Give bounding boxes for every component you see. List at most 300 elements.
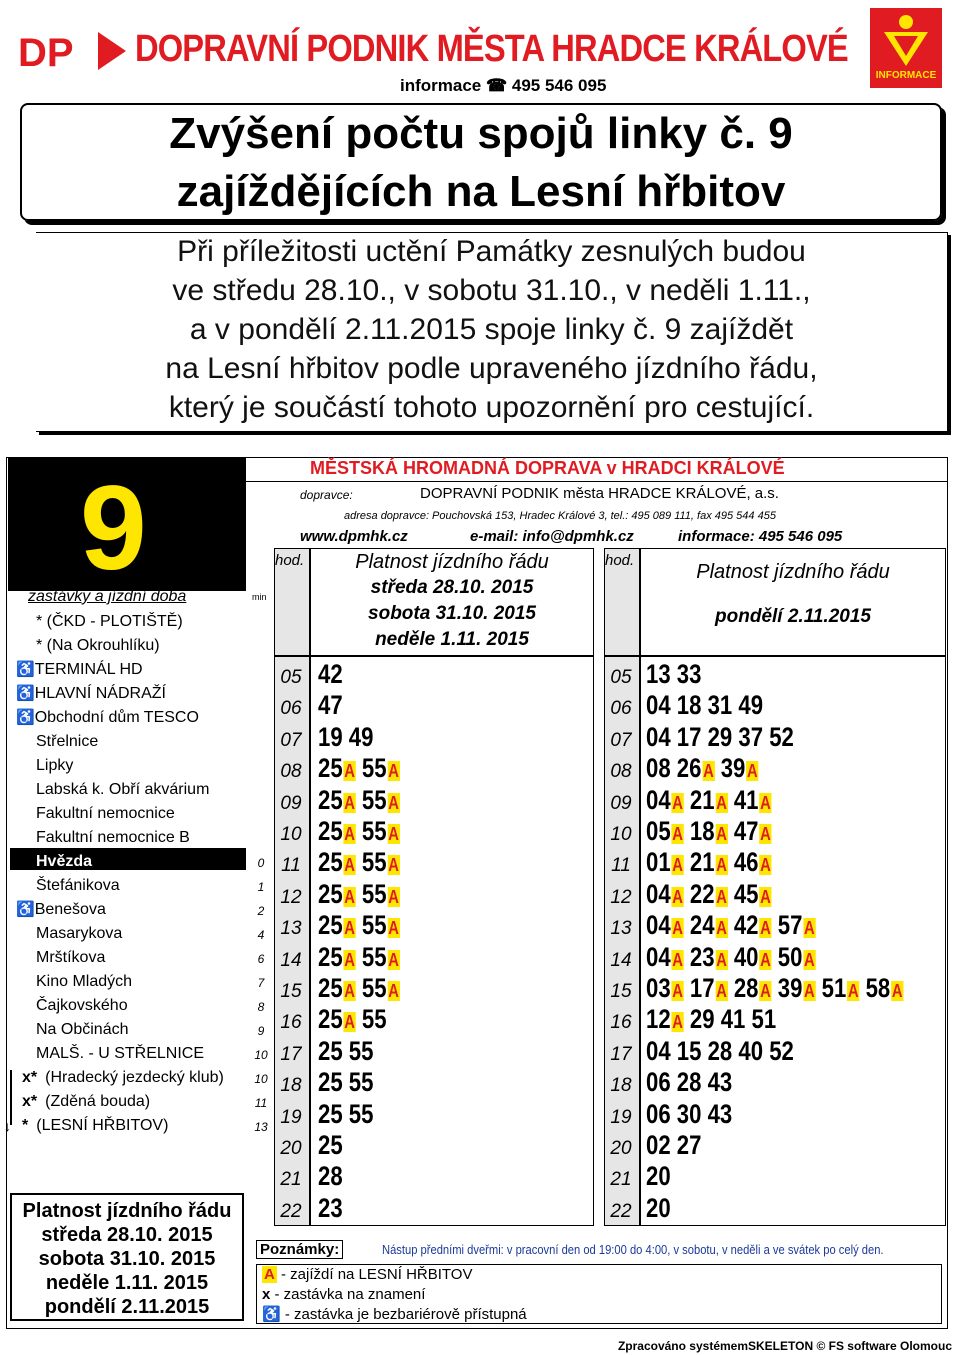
departure-times (646, 1131, 701, 1159)
departure-minute: 20 (646, 1192, 671, 1223)
departure-times (646, 943, 816, 974)
departure-times-display (646, 879, 772, 909)
departure-minute: 06 (646, 1098, 671, 1129)
departure-minute: 25 (318, 1130, 343, 1160)
hour-label: 09 (280, 792, 302, 814)
hour-label: 12 (280, 886, 302, 908)
stop-row (36, 948, 105, 968)
validity-date-4: pondělí 2.11.2015 (44, 1296, 210, 1318)
stop-name: HLAVNÍ NÁDRAŽÍ (34, 685, 166, 702)
hour-label: 20 (280, 1138, 302, 1159)
stop-row (22, 1068, 224, 1088)
stop-name: Lipky (36, 757, 74, 774)
departure-minute: 21 (689, 784, 715, 815)
departure-minute: 42 (318, 659, 343, 689)
notice-line-1: Při příležitosti uctění Památky zesnulých budou (177, 235, 806, 268)
departure-minute: 41 (720, 1004, 746, 1035)
stop-mark: x* (22, 1093, 38, 1110)
departure-times (646, 1100, 732, 1128)
departure-times-display (646, 1161, 671, 1191)
hour-label: 21 (280, 1169, 302, 1191)
departure-minute: 04 (646, 721, 671, 752)
stop-name: * (Na Okrouhlíku) (36, 637, 160, 654)
departure-minute: 42 (733, 910, 759, 941)
departure-minute: 08 (646, 753, 671, 784)
departure-minute: 49 (348, 721, 374, 752)
stop-minutes: 1 (257, 880, 265, 894)
departure-times (646, 691, 763, 719)
departure-minute: 23 (318, 1192, 343, 1223)
departure-times (318, 817, 400, 848)
departure-times-display (646, 1130, 701, 1160)
departure-minute: 25 (318, 816, 343, 846)
footer: Zpracováno systémemSKELETON © FS software Olomouc (617, 1339, 952, 1353)
departure-minute: 25 (318, 973, 343, 1003)
departure-minute: 55 (348, 1035, 374, 1066)
notice-line-5: který je součástí tohoto upozornění pro cestující. (168, 391, 815, 424)
carrier-web: www.dpmhk.cz (300, 528, 408, 545)
carrier-email: e-mail: info@dpmhk.cz (470, 528, 634, 545)
departure-minute: 33 (676, 659, 702, 689)
departure-times (318, 1100, 373, 1128)
departure-times (646, 817, 772, 848)
lesni-hrbitov-mark: A (344, 949, 355, 970)
departure-minute: 46 (733, 847, 759, 878)
direction-line (10, 1070, 12, 1125)
stop-name: Masarykova (36, 925, 123, 942)
departure-minute: 55 (361, 847, 387, 878)
note-a-mark: A (264, 1266, 275, 1283)
lesni-hrbitov-mark: A (388, 918, 399, 939)
stop-minutes: 10 (254, 1072, 268, 1086)
departure-times (318, 911, 400, 942)
departure-minute: 01 (646, 847, 671, 878)
stop-name: Fakultní nemocnice (36, 805, 175, 822)
stop-name: Kino Mladých (36, 973, 133, 990)
hour-label: 08 (280, 761, 302, 783)
departure-times-display (318, 1130, 343, 1160)
stop-row (36, 972, 132, 992)
stop-name: MALŠ. - U STŘELNICE (36, 1045, 205, 1062)
departure-times (318, 880, 400, 911)
departure-minute: 27 (676, 1130, 702, 1160)
departure-times (318, 691, 343, 719)
departure-times-display (318, 879, 400, 909)
stop-name: (Hradecký jezdecký klub) (45, 1069, 224, 1086)
departure-minute: 17 (689, 973, 715, 1003)
departure-minute: 18 (676, 690, 702, 721)
hour-label: 19 (280, 1106, 302, 1128)
departure-times (318, 1131, 343, 1159)
stop-row (36, 636, 160, 656)
lesni-hrbitov-mark: A (672, 855, 683, 876)
timetable-title: MĚSTSKÁ HROMADNÁ DOPRAVA v HRADCI KRÁLOVÉ (310, 458, 785, 478)
departure-minute: 15 (676, 1035, 702, 1066)
stop-row (36, 804, 175, 824)
departure-times (318, 786, 400, 817)
departure-times-display (646, 942, 816, 972)
departure-times-display (318, 690, 343, 720)
stop-row (16, 708, 199, 728)
departure-times (646, 723, 794, 751)
stop-name: (Zděná bouda) (45, 1093, 151, 1110)
departure-times-display (318, 1067, 373, 1097)
hour-label: 17 (610, 1043, 632, 1065)
stop-row (36, 996, 128, 1016)
note-wc (262, 1305, 527, 1323)
stop-name: Labská k. Obří akvárium (36, 781, 210, 798)
lesni-hrbitov-mark: A (388, 855, 399, 876)
departure-times-display (318, 910, 400, 940)
stop-minutes: 13 (254, 1120, 268, 1134)
title-box (20, 103, 942, 221)
stop-mark: * (22, 1117, 29, 1134)
lesni-hrbitov-mark: A (388, 949, 399, 970)
departure-minute: 55 (348, 1098, 374, 1129)
col1-validity (310, 548, 594, 656)
departure-minute: 04 (646, 1035, 671, 1066)
notes-boarding: Nástup předními dveřmi: v pracovní den od 19:00 do 4:00, v sobotu, v neděli a ve svátek po celý den. (382, 1242, 884, 1257)
hour-label: 06 (610, 698, 632, 720)
departure-times-display (646, 722, 794, 752)
departure-minute: 43 (707, 1067, 733, 1098)
stop-row (36, 780, 209, 800)
departure-times-display (646, 659, 701, 689)
stop-row (36, 1044, 204, 1064)
lesni-hrbitov-mark: A (716, 792, 727, 813)
departure-minute: 25 (318, 1098, 343, 1129)
departure-minute: 25 (318, 1004, 343, 1035)
validity-box (10, 1193, 244, 1321)
hour-label: 17 (280, 1043, 302, 1065)
lesni-hrbitov-mark: A (672, 824, 683, 844)
validity-title: Platnost jízdního řádu (22, 1200, 232, 1222)
wheelchair-icon: ♿ (16, 901, 35, 918)
note-x-mark: x (262, 1286, 271, 1303)
hour-label: 21 (610, 1169, 632, 1191)
departure-minute: 19 (318, 721, 343, 752)
lesni-hrbitov-mark: A (847, 981, 859, 1001)
departure-times (646, 911, 816, 942)
stop-name: Mrštíkova (36, 949, 106, 966)
departure-minute: 20 (646, 1161, 671, 1192)
departure-times (646, 786, 772, 817)
hour-label: 22 (610, 1200, 632, 1222)
stop-minutes: 6 (257, 952, 265, 966)
title-line-2: zajíždějících na Lesní hřbitov (176, 167, 786, 216)
info-badge-label: INFORMACE (875, 70, 937, 81)
stop-name: (LESNÍ HŘBITOV) (36, 1117, 169, 1134)
departure-times-display (646, 753, 758, 783)
stop-row (16, 684, 166, 704)
lesni-hrbitov-mark: A (672, 981, 683, 1001)
stop-name: Hvězda (36, 853, 93, 870)
lesni-hrbitov-mark: A (760, 792, 771, 813)
stop-minutes: 4 (257, 928, 265, 942)
lesni-hrbitov-mark: A (747, 761, 758, 782)
line-number: 9 (80, 461, 147, 595)
lesni-hrbitov-mark: A (344, 761, 355, 782)
departure-minute: 04 (646, 910, 671, 941)
departure-minute: 45 (733, 878, 759, 909)
col1-validity-title: Platnost jízdního řádu (355, 551, 549, 573)
lesni-hrbitov-mark: A (388, 824, 399, 844)
departure-minute: 29 (689, 1004, 715, 1035)
hour-label: 19 (610, 1106, 632, 1128)
stop-row (36, 852, 92, 872)
departure-minute: 03 (646, 973, 671, 1003)
lesni-hrbitov-mark: A (760, 949, 771, 970)
departure-minute: 25 (318, 1067, 343, 1098)
carrier-info: informace: 495 546 095 (678, 528, 843, 545)
notice-box (36, 232, 948, 432)
hour-label: 13 (280, 918, 302, 940)
notice-line-3: a v pondělí 2.11.2015 spoje linky č. 9 zajíždět (189, 313, 794, 346)
lesni-hrbitov-mark: A (804, 918, 815, 939)
hour-label: 22 (280, 1200, 302, 1222)
departure-times (318, 1068, 373, 1096)
departure-minute: 28 (733, 973, 759, 1003)
stop-name: Štefánikova (36, 877, 120, 894)
carrier-name: DOPRAVNÍ PODNIK města HRADCE KRÁLOVÉ, a.s. (420, 485, 779, 502)
stop-minutes: 10 (254, 1048, 268, 1062)
dp-logo (18, 28, 128, 74)
departure-times (318, 974, 400, 1005)
departure-times-display (318, 1099, 373, 1129)
validity-date-2: sobota 31.10. 2015 (38, 1248, 216, 1270)
departure-times (318, 1194, 343, 1222)
departure-times-display (646, 1099, 732, 1129)
departure-times-display (318, 722, 373, 752)
departure-minute: 02 (646, 1130, 671, 1160)
departure-times-display (646, 785, 772, 815)
departure-minute: 40 (738, 1035, 764, 1066)
departure-minute: 12 (646, 1004, 671, 1035)
departure-times-display (318, 1161, 343, 1191)
departure-times (646, 880, 772, 911)
stop-row (36, 876, 120, 896)
stop-minutes: 9 (257, 1024, 265, 1038)
departure-minute: 55 (361, 941, 387, 972)
departure-minute: 41 (733, 784, 759, 815)
info-phone: informace ☎ 495 546 095 (400, 76, 607, 95)
departure-minute: 29 (707, 721, 733, 752)
departure-times-display (318, 785, 400, 815)
wheelchair-icon: ♿ (16, 709, 35, 726)
validity-date-3: neděle 1.11. 2015 (45, 1272, 209, 1294)
hour-label: 11 (611, 855, 631, 877)
departure-minute: 25 (318, 1035, 343, 1066)
departure-times-display (646, 1004, 776, 1034)
departure-times (318, 754, 400, 785)
departure-minute: 04 (646, 784, 671, 815)
note-a (262, 1266, 472, 1283)
stop-minutes: 7 (257, 976, 265, 990)
col1-validity-date-2: sobota 31.10. 2015 (368, 603, 536, 624)
departure-minute: 25 (318, 878, 343, 909)
departure-minute: 55 (361, 973, 387, 1003)
stop-name: TERMINÁL HD (34, 661, 143, 678)
stop-minutes: 2 (257, 904, 265, 918)
stop-name: Na Občinách (36, 1021, 129, 1038)
departure-times-display (646, 910, 816, 940)
departure-times-display (318, 1193, 343, 1223)
hour-label: 07 (610, 729, 632, 751)
departure-times-display (318, 942, 400, 972)
departure-minute: 04 (646, 690, 671, 721)
departure-times (646, 1162, 671, 1190)
lesni-hrbitov-mark: A (344, 918, 355, 939)
lesni-hrbitov-mark: A (672, 792, 683, 813)
lesni-hrbitov-mark: A (344, 886, 355, 907)
stop-name: Benešova (34, 901, 106, 918)
lesni-hrbitov-mark: A (344, 1012, 355, 1033)
stop-row (36, 756, 73, 776)
note-x-text: - zastávka na znamení (270, 1286, 426, 1303)
note-x (262, 1286, 425, 1303)
lesni-hrbitov-mark: A (344, 855, 355, 876)
departure-minute: 49 (738, 690, 764, 721)
col1-validity-date-1: středa 28.10. 2015 (370, 577, 534, 598)
stop-name: Čajkovského (36, 997, 128, 1014)
departure-minute: 04 (646, 878, 671, 909)
lesni-hrbitov-mark: A (344, 981, 355, 1001)
departure-minute: 17 (676, 721, 702, 752)
departure-minute: 04 (646, 941, 671, 972)
departure-minute: 31 (707, 690, 733, 721)
stop-mark: x* (22, 1069, 38, 1086)
departure-times (646, 754, 758, 785)
stop-row (22, 1116, 168, 1136)
departure-minute: 30 (676, 1098, 702, 1129)
departure-times (646, 848, 772, 879)
stop-minutes: 11 (254, 1096, 268, 1110)
hour-label: 10 (610, 824, 632, 845)
info-badge (870, 8, 942, 88)
departure-minute: 43 (707, 1098, 733, 1129)
col2-validity-date: pondělí 2.11.2015 (715, 606, 871, 627)
carrier-address: adresa dopravce: Pouchovská 153, Hradec Králové 3, tel.: 495 089 111, fax 495 544 455 (344, 510, 776, 522)
departure-minute: 24 (689, 910, 715, 941)
departure-times (646, 1005, 776, 1036)
hour-label: 13 (610, 918, 632, 940)
hour-label: 16 (280, 1012, 302, 1034)
departure-times-display (318, 1036, 373, 1066)
hour-label: 05 (280, 667, 302, 688)
stops-header: zastávky a jízdní doba (28, 588, 187, 605)
col2-hod-label: hod. (605, 552, 635, 569)
note-wc-text: - zastávka je bezbariérově přístupná (280, 1306, 527, 1323)
departure-minute: 25 (318, 910, 343, 941)
hour-label: 09 (610, 792, 632, 814)
stop-row (36, 828, 190, 848)
stop-minutes: 8 (257, 1000, 265, 1014)
lesni-hrbitov-mark: A (716, 918, 727, 939)
departure-times-display (318, 659, 343, 689)
lesni-hrbitov-mark: A (760, 886, 771, 907)
title-line-1: Zvýšení počtu spojů linky č. 9 (169, 109, 793, 158)
departure-minute: 25 (318, 847, 343, 878)
departure-minute: 28 (707, 1035, 733, 1066)
departure-minute: 22 (689, 878, 715, 909)
lesni-hrbitov-mark: A (760, 981, 771, 1001)
lesni-hrbitov-mark: A (672, 949, 683, 970)
departure-minute: 55 (361, 1004, 387, 1035)
departure-minute: 55 (361, 910, 387, 941)
departure-minute: 55 (348, 1067, 374, 1098)
departure-times-display (318, 753, 400, 783)
departure-minute: 21 (689, 847, 715, 878)
departure-minute: 28 (676, 1067, 702, 1098)
wheelchair-icon: ♿ (262, 1306, 281, 1323)
departure-times-display (646, 1067, 732, 1097)
departure-minute: 23 (689, 941, 715, 972)
departure-times (318, 848, 400, 879)
stop-row (36, 924, 122, 944)
lesni-hrbitov-mark: A (672, 886, 683, 907)
departure-times (646, 1068, 732, 1096)
departure-times (646, 1037, 794, 1065)
departure-minute: 52 (769, 721, 794, 752)
departure-times-display (318, 973, 400, 1003)
departure-minute: 06 (646, 1067, 671, 1098)
carrier-label: dopravce: (300, 488, 353, 502)
lesni-hrbitov-mark: A (388, 761, 399, 782)
departure-times (318, 660, 343, 688)
departure-minute: 40 (733, 941, 759, 972)
hour-label: 16 (610, 1012, 632, 1034)
lesni-hrbitov-mark: A (891, 981, 903, 1001)
departure-minute: 57 (777, 910, 803, 941)
departure-times (318, 1005, 387, 1036)
stop-name: Obchodní dům TESCO (34, 709, 199, 726)
lesni-hrbitov-mark: A (672, 918, 683, 939)
lesni-hrbitov-mark: A (716, 981, 727, 1001)
lesni-hrbitov-mark: A (344, 824, 355, 844)
hour-label: 10 (280, 824, 302, 845)
direction-arrow-icon: ↓ (4, 1118, 11, 1134)
departure-minute: 18 (689, 816, 715, 846)
lesni-hrbitov-mark: A (716, 855, 727, 876)
departure-minute: 39 (777, 973, 803, 1003)
stop-row (16, 900, 106, 920)
lesni-hrbitov-mark: A (804, 949, 815, 970)
hour-label: 14 (610, 949, 632, 971)
hour-label: 12 (610, 886, 632, 908)
departure-times-display (318, 847, 400, 877)
note-a-text: - zajíždí na LESNÍ HŘBITOV (276, 1266, 473, 1283)
lesni-hrbitov-mark: A (804, 981, 815, 1001)
departure-times-display (646, 690, 763, 720)
departure-times (318, 723, 373, 751)
lesni-hrbitov-mark: A (344, 792, 355, 813)
hour-label: 07 (280, 729, 302, 751)
notice-line-4: na Lesní hřbitov podle upraveného jízdního řádu, (165, 352, 818, 385)
departure-minute: 25 (318, 941, 343, 972)
departure-minute: 47 (318, 690, 343, 721)
stop-minutes: 0 (257, 856, 265, 870)
departure-minute: 39 (720, 753, 746, 784)
departure-minute: 13 (646, 659, 671, 689)
lesni-hrbitov-mark: A (760, 918, 771, 939)
departure-times-display (646, 1193, 671, 1223)
stop-row (36, 732, 98, 752)
departure-minute: 25 (318, 753, 343, 784)
lesni-hrbitov-mark: A (716, 949, 727, 970)
departure-times (318, 1162, 343, 1190)
departure-times-display (318, 1004, 387, 1034)
departure-minute: 51 (751, 1004, 777, 1035)
